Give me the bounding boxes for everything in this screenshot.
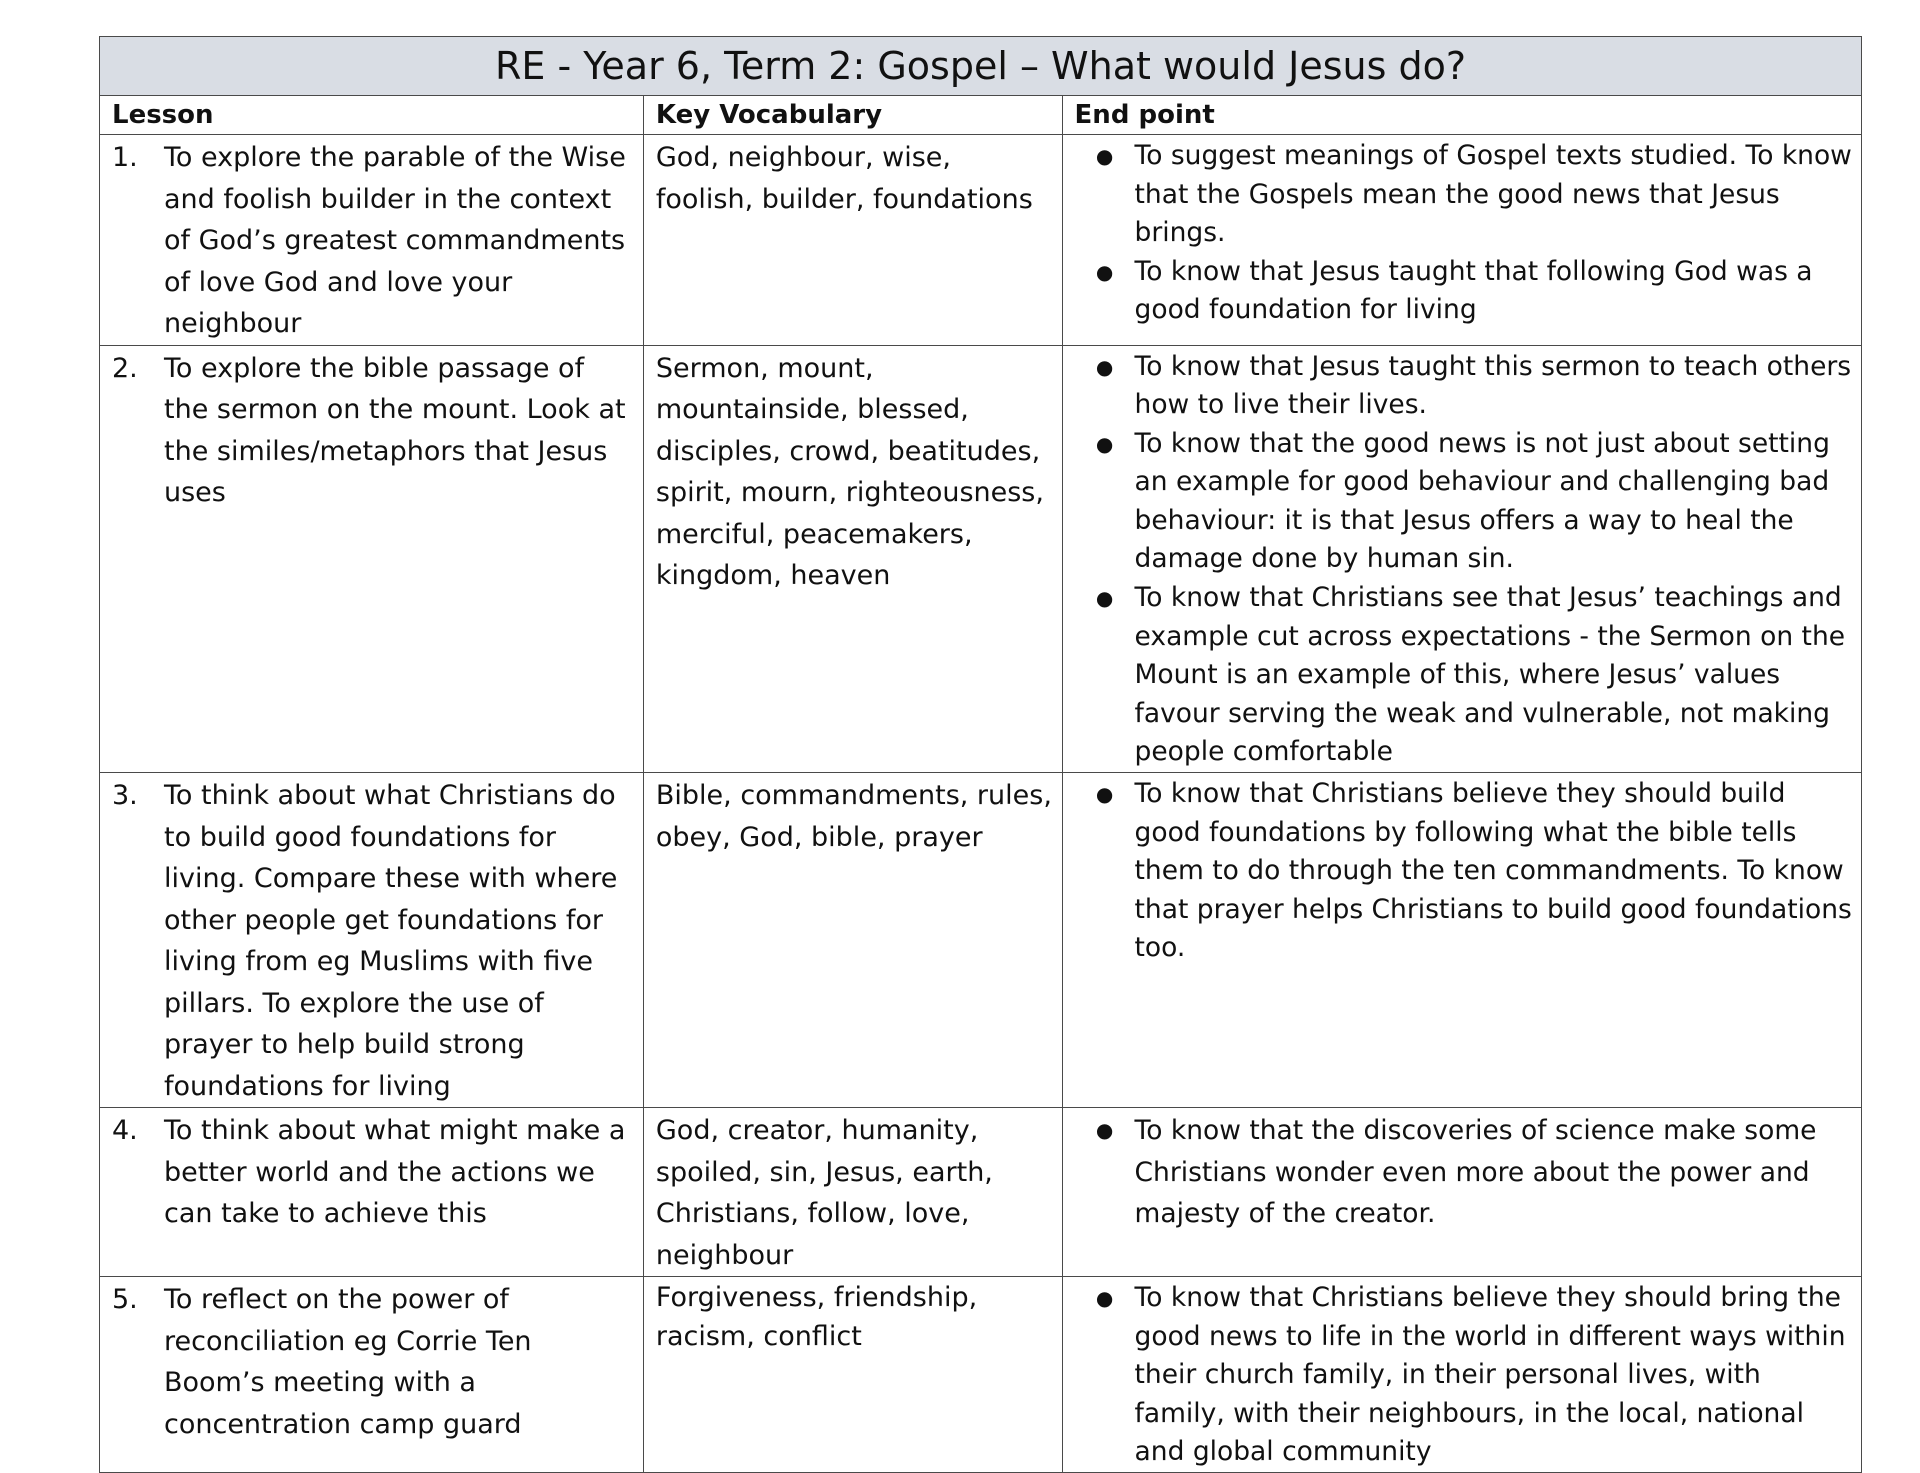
end-point-item [1075,137,1853,253]
lesson-objective: To explore the bible passage of the sermon on the mount. Look at the similes/metaphors that Jesus uses [164,352,626,508]
end-point-text: To suggest meanings of Gospel texts studied. To know that the Gospels mean the good news that Jesus brings. [1134,140,1852,249]
vocab-cell [643,345,1062,773]
lesson-objective: To explore the parable of the Wise and foolish builder in the context of God’s greatest commandments of love God and love your neighbour [164,142,626,339]
end-point-item [1075,1110,1853,1235]
end-point-cell [1062,135,1861,346]
vocab-cell [643,773,1062,1108]
end-point-text: To know that Christians see that Jesus’ teachings and example cut across expectations - the Sermon on the Mount is an example of this, where Jesus’ values favour serving the weak and vulnerable, not making people comfortable [1134,582,1846,768]
bullet-icon: ● [1095,1286,1114,1311]
header-key-vocabulary: Key Vocabulary [643,96,1062,135]
vocab-cell [643,1108,1062,1277]
lesson-cell [100,1277,644,1473]
end-point-text: To know that Christians believe they should build good foundations by following what the bible tells them to do through the ten commandments. To know that prayer helps Christians to build good foundations too. [1134,778,1852,964]
end-point-item [1075,579,1853,772]
table-row [100,345,1862,773]
lesson-number: 5. [112,1284,138,1316]
key-vocabulary: Bible, commandments, rules, obey, God, bible, prayer [655,780,1052,853]
table-row [100,135,1862,346]
key-vocabulary: God, neighbour, wise, foolish, builder, foundations [655,142,1033,215]
header-lesson: Lesson [100,96,644,135]
bullet-icon: ● [1095,259,1114,284]
end-point-text: To know that Jesus taught this sermon to teach others how to live their lives. [1134,350,1852,421]
end-point-item [1075,1279,1853,1472]
end-point-text: To know that Christians believe they should bring the good news to life in the world in different ways within their church family, in their personal lives, with family, with their neighbours, in the local, national and global community [1134,1282,1846,1468]
table-row [100,1108,1862,1277]
lesson-number: 2. [112,352,138,384]
lesson-objective: To reflect on the power of reconciliation eg Corrie Ten Boom’s meeting with a concentration camp guard [164,1284,532,1440]
end-point-item [1075,425,1853,579]
end-point-list [1075,346,1853,773]
bullet-icon: ● [1095,782,1114,807]
end-point-list [1075,1108,1853,1235]
lesson-number: 1. [112,142,138,173]
bullet-icon: ● [1095,586,1114,611]
page-title: RE - Year 6, Term 2: Gospel – What would Jesus do? [100,37,1862,96]
end-point-item [1075,253,1853,330]
key-vocabulary: Sermon, mount, mountainside, blessed, disciples, crowd, beatitudes, spirit, mourn, righteousness, merciful, peacemakers, kingdom, heaven [655,352,1044,591]
vocab-cell [643,1277,1062,1473]
end-point-text: To know that Jesus taught that following God was a good foundation for living [1134,255,1813,326]
key-vocabulary: Forgiveness, friendship, racism, conflict [655,1282,978,1352]
bullet-icon: ● [1095,354,1114,379]
end-point-text: To know that the good news is not just about setting an example for good behaviour and challenging bad behaviour: it is that Jesus offers a way to heal the damage done by human sin. [1134,427,1830,575]
bullet-icon: ● [1095,1118,1114,1143]
key-vocabulary: God, creator, humanity, spoiled, sin, Jesus, earth, Christians, follow, love, neighbour [655,1115,993,1271]
header-row [100,96,1862,135]
end-point-text: To know that the discoveries of science make some Christians wonder even more about the power and majesty of the creator. [1134,1115,1817,1230]
lesson-cell [100,773,644,1108]
end-point-list [1075,1277,1853,1472]
end-point-list [1075,135,1853,330]
end-point-cell [1062,1277,1861,1473]
end-point-cell [1062,1108,1861,1277]
header-end-point: End point [1062,96,1861,135]
lesson-plan-table [99,36,1862,1473]
bullet-icon: ● [1095,431,1114,456]
bullet-icon: ● [1095,144,1114,168]
lesson-objective: To think about what might make a better world and the actions we can take to achieve this [164,1115,626,1230]
lesson-cell [100,345,644,773]
end-point-item [1075,775,1853,968]
end-point-cell [1062,345,1861,773]
title-row [100,37,1862,96]
lesson-objective: To think about what Christians do to build good foundations for living. Compare these with where other people get foundations for living from eg Muslims with five pillars. To explore the use of prayer to help build strong foundations for living [164,780,618,1102]
end-point-cell [1062,773,1861,1108]
end-point-item [1075,348,1853,425]
lesson-number: 4. [112,1115,138,1147]
table-row [100,773,1862,1108]
vocab-cell [643,135,1062,346]
lesson-cell [100,1108,644,1277]
lesson-cell [100,135,644,346]
end-point-list [1075,773,1853,968]
table-row [100,1277,1862,1473]
lesson-number: 3. [112,780,138,812]
